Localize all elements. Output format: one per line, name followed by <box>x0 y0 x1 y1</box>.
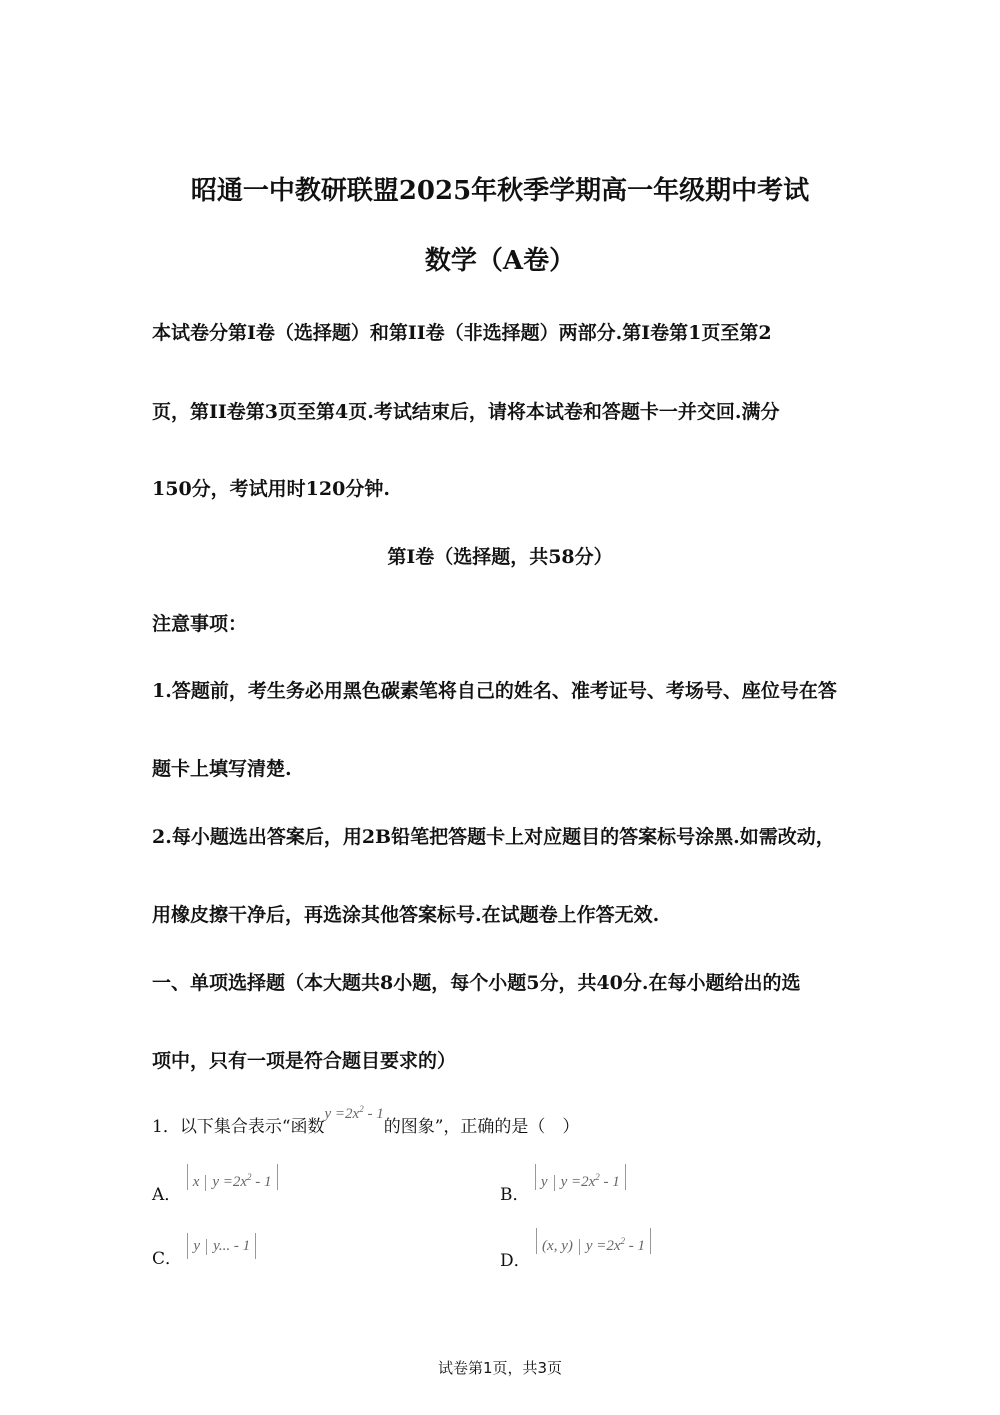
part-heading-line-2: 项中，只有一项是符合题目要求的） <box>152 1050 457 1072</box>
exam-title: 昭通一中教研联盟2025年秋季学期高一年级期中考试 <box>190 176 810 206</box>
option-c-set: y y... - 1 <box>187 1233 256 1259</box>
part-heading-line-1: 一、单项选择题（本大题共8小题，每个小题5分，共40分.在每小题给出的选 <box>152 972 801 994</box>
question-1-suffix: 的图象”，正确的是（ ） <box>383 1117 580 1137</box>
note-1-line-2: 题卡上填写清楚. <box>152 758 292 780</box>
option-a-label: A． <box>152 1185 182 1205</box>
option-c[interactable] <box>152 1230 256 1269</box>
option-a-set: x $y =2x^2 - 1$ <box>187 1164 278 1190</box>
note-1-line-1: 1.答题前，考生务必用黑色碳素笔将自己的姓名、准考证号、考场号、座位号在答 <box>152 680 837 702</box>
option-b-label: B． <box>500 1185 530 1205</box>
note-2-line-2: 用橡皮擦干净后，再选涂其他答案标号.在试题卷上作答无效. <box>152 904 660 926</box>
option-b-set: y $y =2x^2 - 1$ <box>535 1164 626 1190</box>
option-d[interactable] <box>500 1228 651 1271</box>
option-d-label: D． <box>500 1251 531 1271</box>
option-b[interactable] <box>500 1164 626 1205</box>
intro-line-3: 150分，考试用时120分钟. <box>152 478 390 500</box>
page-footer: 试卷第1页，共3页 <box>437 1359 563 1377</box>
exam-subtitle: 数学（A卷） <box>424 246 576 276</box>
intro-line-1: 本试卷分第I卷（选择题）和第II卷（非选择题）两部分.第I卷第1页至第2 <box>152 322 772 344</box>
option-c-label: C． <box>152 1249 183 1269</box>
question-1-formula: $y =2x^2 - 1$ <box>324 1104 384 1122</box>
note-2-line-1: 2.每小题选出答案后，用2B铅笔把答题卡上对应题目的答案标号涂黑.如需改动， <box>152 826 835 848</box>
section-heading: 第I卷（选择题，共58分） <box>387 546 613 568</box>
intro-line-2: 页，第II卷第3页至第4页.考试结束后，请将本试卷和答题卡一并交回.满分 <box>152 401 780 423</box>
question-1 <box>152 1104 580 1137</box>
question-1-prefix: 1．以下集合表示“函数 <box>152 1117 325 1137</box>
notes-heading: 注意事项： <box>152 613 248 635</box>
option-d-set: (x, y) $y =2x^2 - 1$ <box>536 1228 651 1254</box>
option-a[interactable] <box>152 1164 278 1205</box>
